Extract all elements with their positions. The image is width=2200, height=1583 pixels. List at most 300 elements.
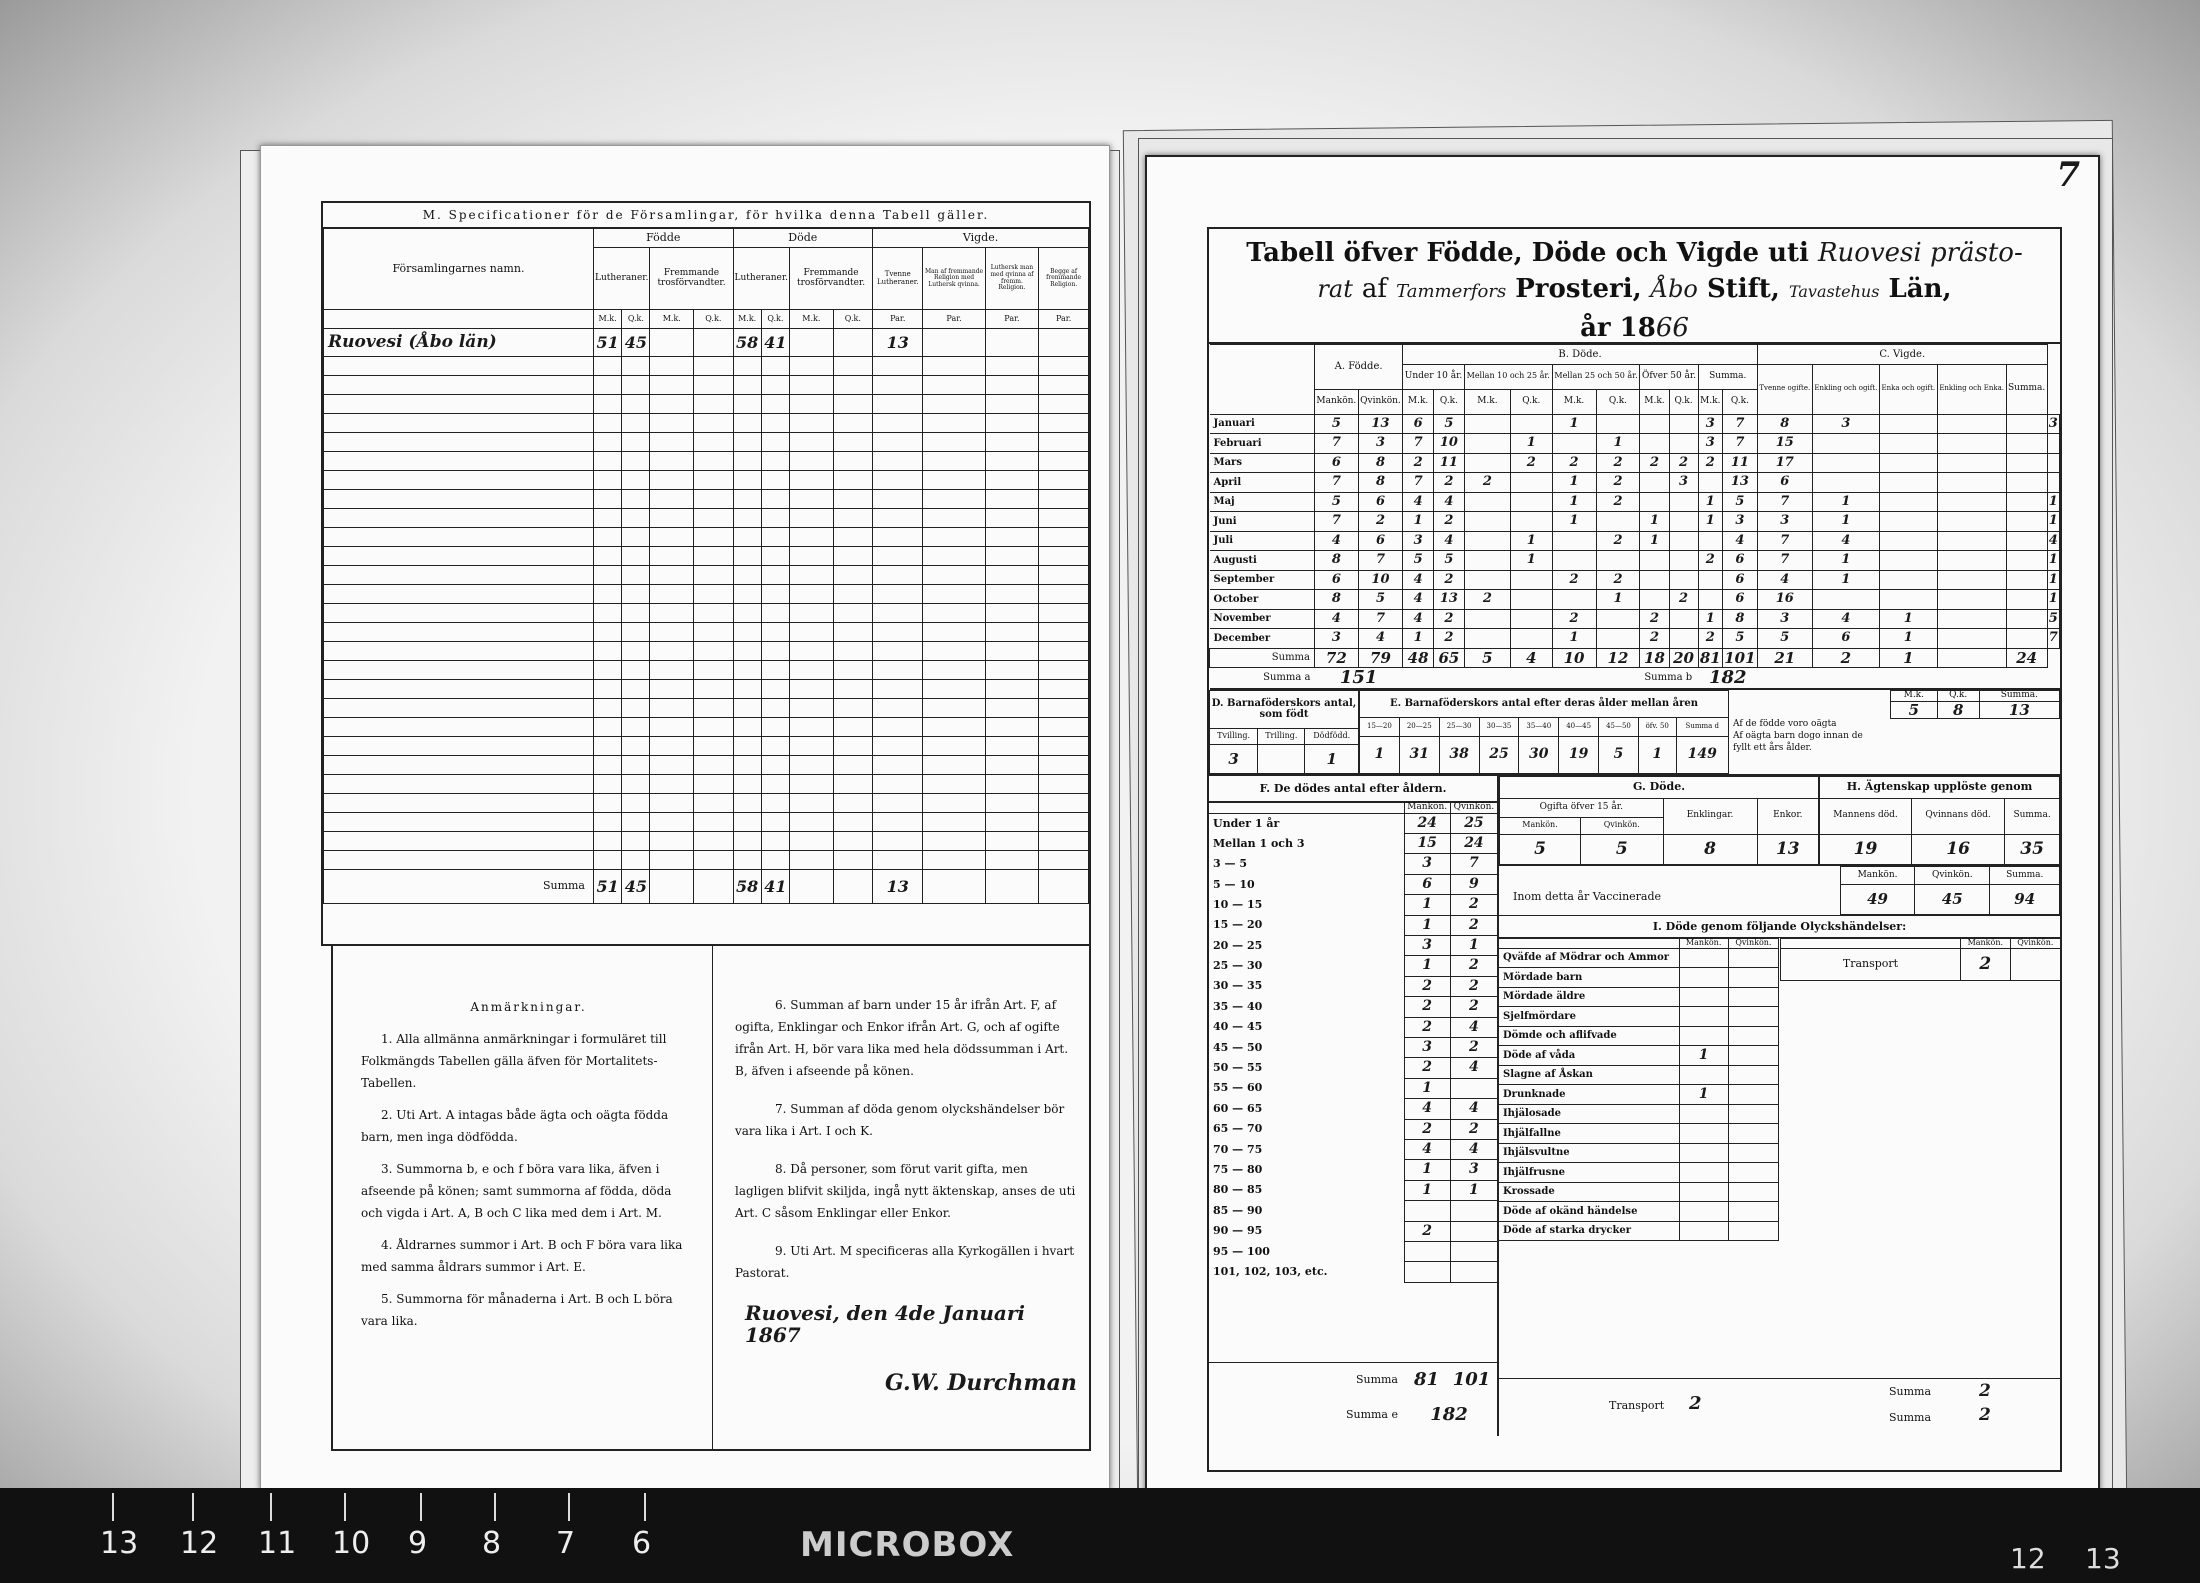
blank-cell <box>923 699 985 718</box>
blank-cell <box>324 566 594 585</box>
summa-value <box>923 870 985 904</box>
ruler-number: 10 <box>332 1526 371 1561</box>
sec-i <box>1499 916 2060 1436</box>
blank-cell <box>790 851 834 870</box>
blank-cell <box>761 471 789 490</box>
blank-cell <box>790 623 834 642</box>
blank-cell <box>833 737 872 756</box>
summa-value: 58 <box>733 870 761 904</box>
age-value-m: 2 <box>1404 1058 1450 1078</box>
month-value: 6 <box>1358 492 1402 512</box>
title-prosteri: Prosteri, <box>1515 274 1642 304</box>
accident-cause: Mördade äldre <box>1499 987 1679 1007</box>
blank-row <box>324 794 1089 813</box>
blank-cell <box>761 642 789 661</box>
month-value: 5 <box>1434 551 1465 571</box>
blank-cell <box>733 528 761 547</box>
age-value-q: 2 <box>1450 895 1497 915</box>
blank-cell <box>694 547 733 566</box>
blank-cell <box>923 832 985 851</box>
month-value <box>1812 434 1879 454</box>
blank-cell <box>694 414 733 433</box>
month-value: 1 <box>1698 609 1722 629</box>
blank-cell <box>873 509 923 528</box>
blank-cell <box>833 794 872 813</box>
month-value: 2 <box>1596 473 1640 493</box>
age-value-m: 4 <box>1404 1099 1450 1119</box>
blank-row <box>324 756 1089 775</box>
blank-cell <box>873 756 923 775</box>
month-value: 11 <box>1722 453 1757 473</box>
accident-row <box>1499 1026 1779 1046</box>
month-row <box>1210 570 2060 590</box>
blank-cell <box>790 414 834 433</box>
summa-footer-value: 2 <box>1979 1380 1991 1401</box>
note-1: 1. Alla allmänna anmärkningar i formuläret till Folkmängds Tabellen gälla äfven för Mortalitets-Tabellen. <box>361 1032 667 1090</box>
blank-cell <box>833 357 872 376</box>
sec-h-title: H. Ägtenskap upplöste genom <box>1820 776 2060 798</box>
head-mannens-dod: Mannens död. <box>1820 798 1912 834</box>
month-value <box>1698 531 1722 551</box>
month-value <box>2006 609 2047 629</box>
age-value-m <box>1404 1262 1450 1282</box>
ogta-head: Summa. <box>1979 690 2059 701</box>
f-summa-e-value: 182 <box>1430 1404 1468 1426</box>
blank-cell <box>594 528 622 547</box>
col-parish-name: Församlingarnes namn. <box>324 229 594 310</box>
ogta-value: 5 <box>1891 701 1938 719</box>
month-value: 3 <box>1403 531 1434 551</box>
blank-cell <box>622 756 650 775</box>
month-value <box>1640 473 1669 493</box>
month-value <box>1879 590 1937 610</box>
blank-cell <box>694 737 733 756</box>
blank-cell <box>833 775 872 794</box>
e-value: 25 <box>1479 737 1519 774</box>
e-head: 20—25 <box>1399 717 1439 736</box>
blank-cell <box>622 813 650 832</box>
blank-cell <box>923 851 985 870</box>
blank-cell <box>761 813 789 832</box>
summa-label: Summa <box>324 870 594 904</box>
blank-cell <box>761 509 789 528</box>
age-label: 50 — 55 <box>1209 1058 1404 1078</box>
e-head: 35—40 <box>1519 717 1559 736</box>
blank-cell <box>985 813 1038 832</box>
month-value: 15 <box>1757 434 1812 454</box>
blank-cell <box>324 851 594 870</box>
month-row <box>1210 434 2060 454</box>
blank-cell <box>694 585 733 604</box>
accident-value-m <box>1679 1143 1728 1163</box>
blank-cell <box>790 357 834 376</box>
blank-cell <box>733 756 761 775</box>
age-table <box>1209 802 1497 1283</box>
ruler-number: 6 <box>632 1526 652 1561</box>
blank-cell <box>761 357 789 376</box>
accident-cause: Ihjälfrusne <box>1499 1163 1679 1183</box>
blank-cell <box>594 395 622 414</box>
title-stift: Stift, <box>1706 274 1780 304</box>
blank-cell <box>594 680 622 699</box>
month-value <box>1937 570 2006 590</box>
blank-cell <box>1039 718 1089 737</box>
month-value: 6 <box>1757 473 1812 493</box>
blank-cell <box>594 642 622 661</box>
month-value: 7 <box>1722 414 1757 434</box>
blank-cell <box>650 661 694 680</box>
month-value: 1 <box>1812 512 1879 532</box>
vaccination-value: 49 <box>1841 885 1915 915</box>
month-value <box>1640 434 1669 454</box>
blank-cell <box>923 376 985 395</box>
month-value <box>1937 609 2006 629</box>
blank-cell <box>733 813 761 832</box>
blank-cell <box>594 566 622 585</box>
sec-d-table <box>1209 690 1359 774</box>
entry-value: 58 <box>733 329 761 357</box>
month-value: 3 <box>1757 609 1812 629</box>
month-value <box>2006 531 2047 551</box>
blank-cell <box>790 756 834 775</box>
blank-cell <box>985 604 1038 623</box>
head-10-25: Mellan 10 och 25 år. <box>1464 364 1552 389</box>
blank-cell <box>873 813 923 832</box>
blank-cell <box>761 699 789 718</box>
month-value <box>1464 512 1510 532</box>
blank-cell <box>594 547 622 566</box>
head-enkling-ogift: Enkling och ogift. <box>1812 364 1879 414</box>
blank-cell <box>985 357 1038 376</box>
month-value <box>2047 434 2059 454</box>
blank-cell <box>324 813 594 832</box>
blank-cell <box>694 756 733 775</box>
age-value-q: 3 <box>1450 1160 1497 1180</box>
month-value <box>2006 434 2047 454</box>
col-dode: Döde <box>733 229 873 248</box>
blank-cell <box>790 566 834 585</box>
age-label: 101, 102, 103, etc. <box>1209 1262 1404 1282</box>
age-value-m: 15 <box>1404 834 1450 854</box>
blank-cell <box>1039 452 1089 471</box>
blank-cell <box>622 490 650 509</box>
month-value: 2 <box>1552 570 1596 590</box>
age-label: 95 — 100 <box>1209 1241 1404 1261</box>
blank-cell <box>733 414 761 433</box>
blank-cell <box>1039 566 1089 585</box>
month-value: 4 <box>1315 531 1359 551</box>
month-value: 1 <box>1552 473 1596 493</box>
accident-value-q <box>1728 1143 1778 1163</box>
mk-label: M.k. <box>790 310 834 329</box>
blank-cell <box>833 756 872 775</box>
blank-row <box>324 623 1089 642</box>
col-fodde: Födde <box>594 229 734 248</box>
age-value-q: 2 <box>1450 915 1497 935</box>
blank-cell <box>324 794 594 813</box>
age-value-q: 4 <box>1450 1139 1497 1159</box>
blank-cell <box>650 433 694 452</box>
blank-cell <box>923 528 985 547</box>
summa-footer-value: 2 <box>1979 1404 1991 1425</box>
blank-cell <box>733 395 761 414</box>
blank-cell <box>1039 395 1089 414</box>
qk-label: Q.k. <box>1722 389 1757 414</box>
age-row <box>1209 1221 1497 1241</box>
ogta-block <box>1729 690 2060 774</box>
month-value <box>1510 473 1552 493</box>
head-ogifta: Ogifta öfver 15 år. <box>1500 798 1664 817</box>
summa-value <box>1039 870 1089 904</box>
age-value-m: 3 <box>1404 936 1450 956</box>
accident-value-m <box>1679 948 1728 968</box>
month-value: 4 <box>1403 492 1434 512</box>
blank-cell <box>650 737 694 756</box>
title-parish: Ruovesi prästo- <box>1817 238 2023 268</box>
head-trilling: Trilling. <box>1258 728 1305 744</box>
accident-row <box>1499 1202 1779 1222</box>
age-value-q: 4 <box>1450 1017 1497 1037</box>
notes-title: Anmärkningar. <box>470 1000 587 1014</box>
age-value-q <box>1450 1241 1497 1261</box>
blank-cell <box>650 813 694 832</box>
place-date-handwritten: Ruovesi, den 4de Januari 1867 <box>745 1301 1026 1347</box>
summa-row-value: 79 <box>1358 648 1402 668</box>
blank-cell <box>923 775 985 794</box>
month-value: 1 <box>2047 551 2059 571</box>
age-label: 25 — 30 <box>1209 956 1404 976</box>
blank-cell <box>594 490 622 509</box>
head-under10: Under 10 år. <box>1403 364 1465 389</box>
blank-cell <box>873 623 923 642</box>
blank-cell <box>833 680 872 699</box>
ruler-tick <box>568 1493 570 1521</box>
month-label: October <box>1210 590 1315 610</box>
blank-cell <box>622 851 650 870</box>
e-head: öfv. 50 <box>1638 717 1676 736</box>
blank-cell <box>1039 490 1089 509</box>
age-value-q: 1 <box>1450 1180 1497 1200</box>
month-value: 3 <box>1757 512 1812 532</box>
sec-h-table <box>1819 776 2060 865</box>
blank-cell <box>833 452 872 471</box>
blank-cell <box>833 490 872 509</box>
summa-row <box>1210 648 2060 668</box>
blank-cell <box>694 357 733 376</box>
blank-cell <box>790 528 834 547</box>
entry-parish-name: Ruovesi (Åbo län) <box>324 329 594 357</box>
ruler-tick <box>420 1493 422 1521</box>
month-value: 4 <box>2047 531 2059 551</box>
blank-cell <box>985 794 1038 813</box>
qk-label: Q.k. <box>761 310 789 329</box>
blank-cell <box>622 414 650 433</box>
summa-row-label: Summa <box>1210 648 1315 668</box>
g-value: 5 <box>1500 834 1581 864</box>
blank-cell <box>324 661 594 680</box>
age-row <box>1209 915 1497 935</box>
month-value: 5 <box>1722 492 1757 512</box>
sec-b-dode: B. Döde. <box>1403 345 1758 365</box>
blank-cell <box>694 471 733 490</box>
head-enkor: Enkor. <box>1757 798 1818 834</box>
blank-cell <box>733 376 761 395</box>
title-af: af <box>1361 274 1388 304</box>
e-value: 38 <box>1439 737 1479 774</box>
month-value <box>1937 434 2006 454</box>
month-value: 3 <box>1698 414 1722 434</box>
head-fremmande: Fremmande trosförvandter. <box>650 248 733 310</box>
head-summa: Summa. <box>1698 364 1757 389</box>
month-value: 4 <box>1403 609 1434 629</box>
blank-cell <box>1039 832 1089 851</box>
blank-cell <box>923 433 985 452</box>
month-value: 6 <box>1315 453 1359 473</box>
blank-cell <box>694 661 733 680</box>
month-value: 2 <box>1403 453 1434 473</box>
blank-cell <box>594 585 622 604</box>
blank-cell <box>733 471 761 490</box>
age-value-q: 2 <box>1450 976 1497 996</box>
blank-cell <box>324 433 594 452</box>
blank-cell <box>594 718 622 737</box>
month-label: Maj <box>1210 492 1315 512</box>
month-label: Juli <box>1210 531 1315 551</box>
note-9: 9. Uti Art. M specificeras alla Kyrkogällen i hvart Pastorat. <box>735 1244 1075 1280</box>
accident-cause: Ihjälfallne <box>1499 1124 1679 1144</box>
blank-cell <box>594 756 622 775</box>
blank-row <box>324 490 1089 509</box>
blank-cell <box>650 699 694 718</box>
blank-cell <box>923 509 985 528</box>
ruler-number: 7 <box>556 1526 576 1561</box>
blank-cell <box>790 490 834 509</box>
accident-value-q <box>1728 1065 1778 1085</box>
month-value: 4 <box>1434 531 1465 551</box>
accident-value-m <box>1679 1182 1728 1202</box>
summa-row-value: 1 <box>1879 648 1937 668</box>
blank-row <box>324 832 1089 851</box>
blank-cell <box>622 794 650 813</box>
ruler-number: 12 <box>2010 1542 2046 1575</box>
blank-cell <box>594 623 622 642</box>
blank-cell <box>790 794 834 813</box>
month-row <box>1210 609 2060 629</box>
age-label: 3 — 5 <box>1209 854 1404 874</box>
month-value <box>2047 473 2059 493</box>
transport-footer-value: 2 <box>1689 1392 1702 1414</box>
month-value: 2 <box>1669 590 1698 610</box>
e-values <box>1360 737 1729 774</box>
qk-label: Q.k. <box>1434 389 1465 414</box>
age-row <box>1209 1099 1497 1119</box>
blank-cell <box>324 357 594 376</box>
age-value-m: 1 <box>1404 1160 1450 1180</box>
blank-cell <box>761 832 789 851</box>
par-label: Par. <box>923 310 985 329</box>
blank-cell <box>790 376 834 395</box>
blank-cell <box>873 433 923 452</box>
month-value <box>1812 590 1879 610</box>
entry-value <box>790 329 834 357</box>
month-value: 2 <box>1596 492 1640 512</box>
blank-cell <box>622 775 650 794</box>
month-value: 8 <box>1315 590 1359 610</box>
month-value: 4 <box>1315 609 1359 629</box>
head-begge: Begge af fremmande Religion. <box>1039 248 1089 310</box>
month-value: 5 <box>1315 492 1359 512</box>
month-label: Juni <box>1210 512 1315 532</box>
e-head: 15—20 <box>1360 717 1400 736</box>
microbox-brand: MICROBOX <box>800 1525 1015 1565</box>
month-value: 2 <box>1434 473 1465 493</box>
age-label: 15 — 20 <box>1209 915 1404 935</box>
note-5: 5. Summorna för månaderna i Art. B och L böra vara lika. <box>361 1292 673 1328</box>
accident-value-m <box>1679 987 1728 1007</box>
blank-cell <box>985 642 1038 661</box>
blank-cell <box>694 794 733 813</box>
e-value: 19 <box>1559 737 1599 774</box>
f-summa-m: 81 <box>1413 1368 1440 1390</box>
blank-cell <box>833 699 872 718</box>
accident-value-q <box>1728 1182 1778 1202</box>
month-value: 1 <box>1640 512 1669 532</box>
blank-cell <box>1039 756 1089 775</box>
summa-ab-row <box>1210 668 2060 689</box>
blank-cell <box>761 661 789 680</box>
month-value <box>1879 453 1937 473</box>
transport-label: Transport <box>1781 948 1961 980</box>
age-value-q: 24 <box>1450 834 1497 854</box>
age-value-q: 4 <box>1450 1058 1497 1078</box>
blank-cell <box>790 547 834 566</box>
month-value <box>1669 434 1698 454</box>
month-value <box>1879 570 1937 590</box>
month-value: 1 <box>2047 590 2059 610</box>
vaccination-table <box>1840 866 2060 915</box>
blank-cell <box>833 471 872 490</box>
notes-box <box>331 946 1091 1451</box>
note-2: 2. Uti Art. A intagas både ägta och oägta födda barn, men inga dödfödda. <box>361 1108 669 1144</box>
blank-cell <box>324 471 594 490</box>
vaccination-value: 94 <box>1990 885 2060 915</box>
blank-row <box>324 395 1089 414</box>
accident-value-m <box>1679 1104 1728 1124</box>
month-value <box>1879 551 1937 571</box>
blank-cell <box>324 414 594 433</box>
month-rows <box>1210 414 2060 648</box>
accident-cause: Döde af våda <box>1499 1046 1679 1066</box>
blank-cell <box>923 623 985 642</box>
month-value <box>1937 453 2006 473</box>
blank-cell <box>650 680 694 699</box>
spec-title: M. Specificationer för de Församlingar, för hvilka denna Tabell gäller. <box>323 203 1089 228</box>
summa-value: 51 <box>594 870 622 904</box>
month-row <box>1210 629 2060 649</box>
ogta-value: 8 <box>1937 701 1979 719</box>
blank-cell <box>790 718 834 737</box>
mk-label: M.k. <box>733 310 761 329</box>
e-head: 25—30 <box>1439 717 1479 736</box>
month-value: 7 <box>1403 473 1434 493</box>
qk-label: Q.k. <box>1596 389 1640 414</box>
blank-cell <box>694 699 733 718</box>
title-lan: Län, <box>1888 274 1952 304</box>
sec-e-table <box>1359 690 1729 774</box>
blank-cell <box>1039 547 1089 566</box>
entry-value <box>1039 329 1089 357</box>
summa-row-value <box>1937 648 2006 668</box>
